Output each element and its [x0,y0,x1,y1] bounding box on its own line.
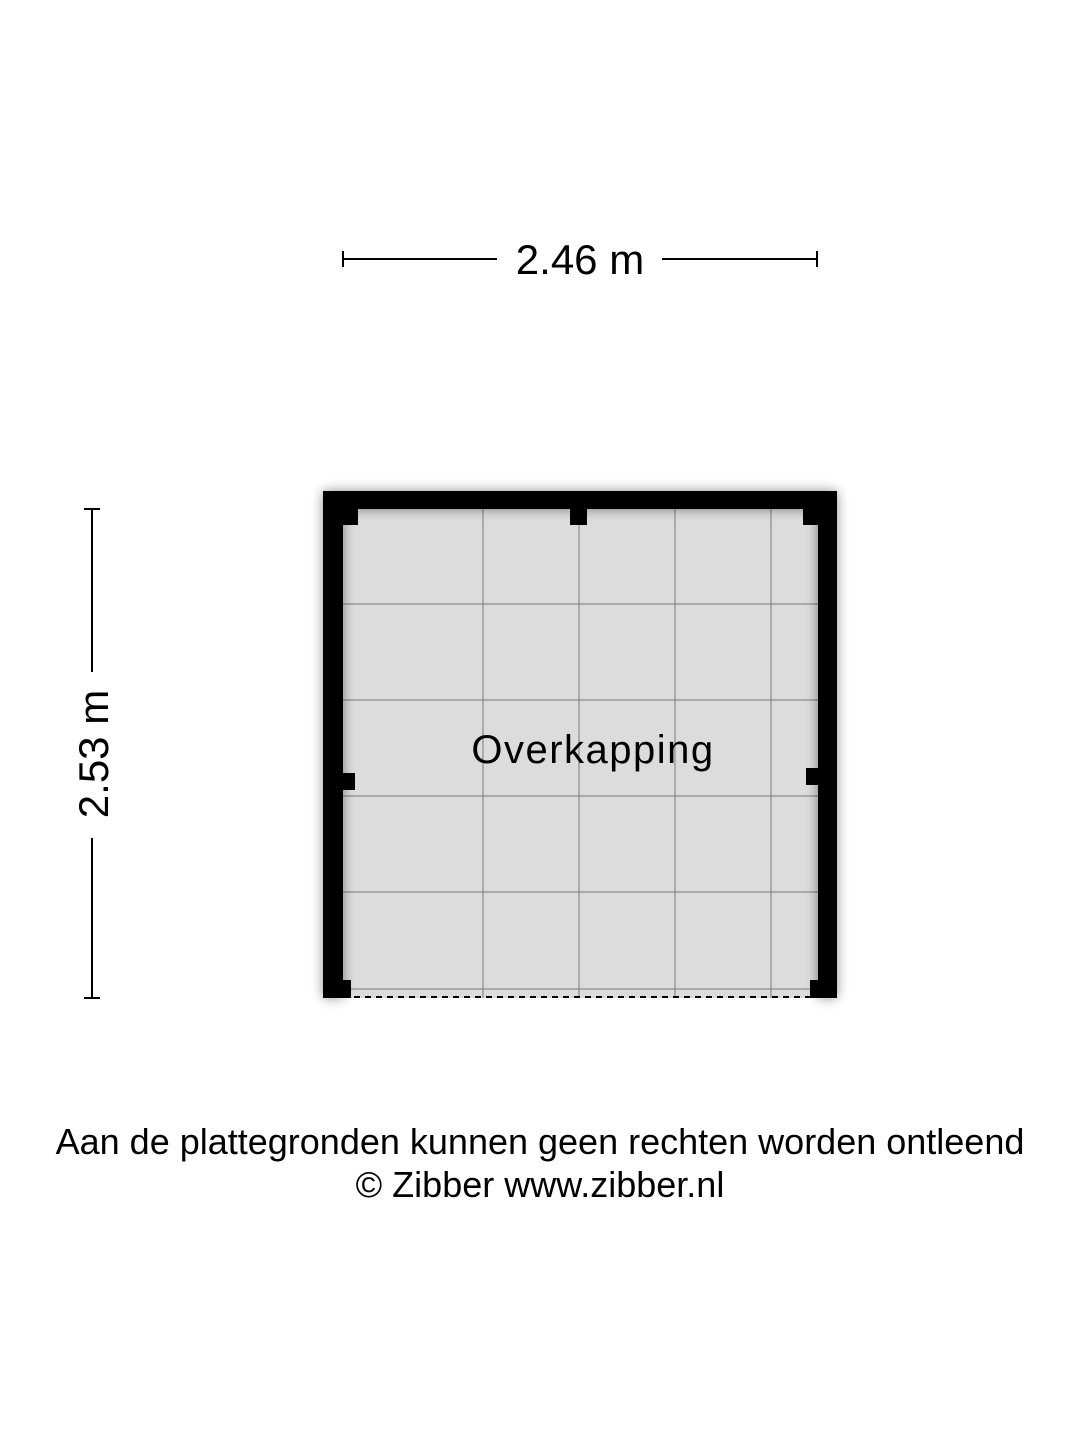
copyright-text: © Zibber www.zibber.nl [355,1164,725,1205]
room-overkapping [323,491,837,998]
width-dimension-label: 2.46 m [515,236,645,283]
column-bottom-right [810,980,818,998]
column-top-right [803,509,818,525]
wall-top [323,491,837,509]
column-top-middle [570,509,587,525]
wall-right [818,491,837,998]
width-dimension [343,236,817,283]
wall-left [323,491,343,998]
height-dimension-label: 2.53 m [70,689,117,819]
column-mid-right [806,768,818,785]
column-bottom-left [343,980,351,998]
column-top-left [343,509,358,525]
height-dimension [70,509,117,998]
column-mid-left [343,773,355,790]
disclaimer-text: Aan de plattegronden kunnen geen rechten worden ontleend [55,1121,1025,1162]
room-label: Overkapping [471,728,715,772]
